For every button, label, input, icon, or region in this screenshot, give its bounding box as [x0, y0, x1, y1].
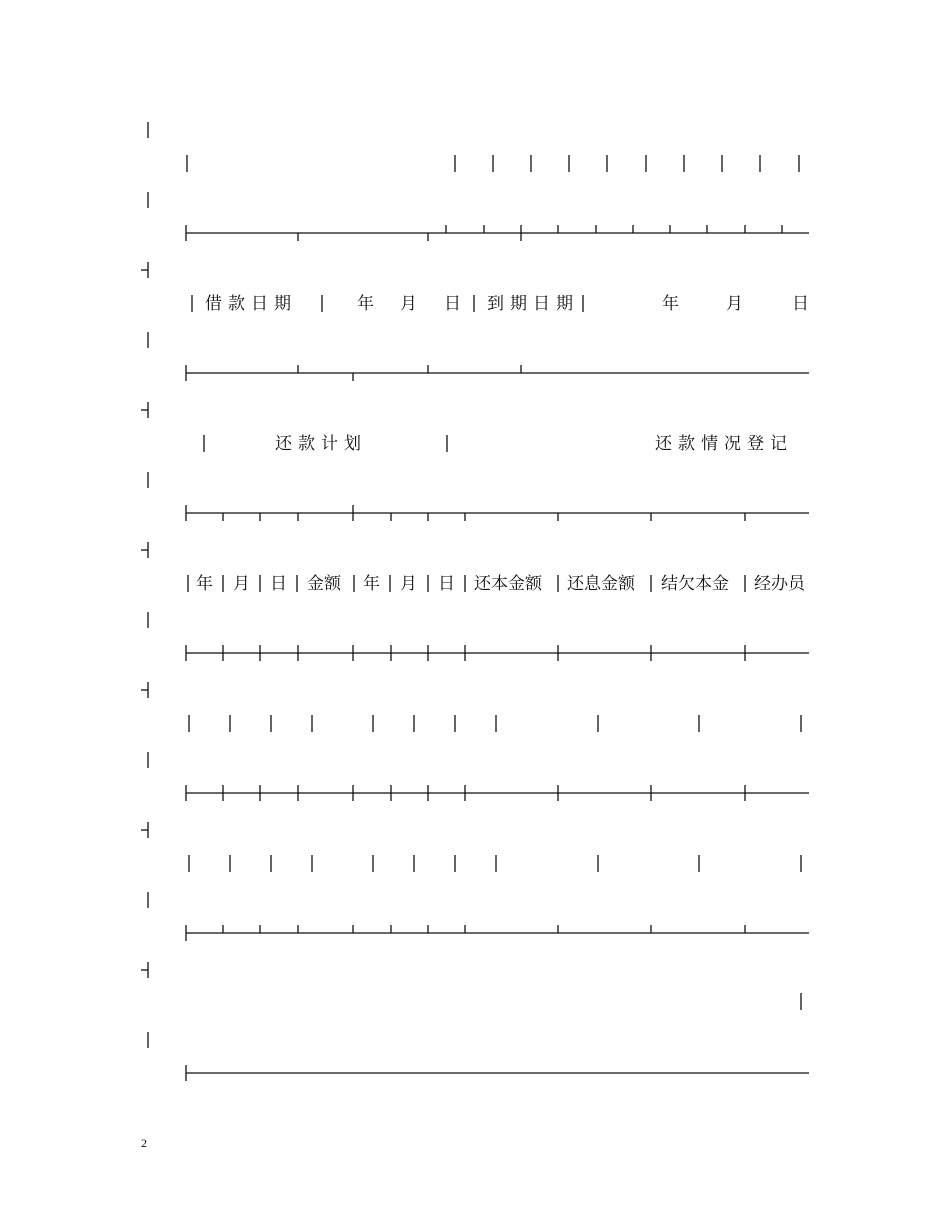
- col-principal-repaid: 还本金额: [474, 574, 542, 594]
- col-plan-day: 日: [270, 574, 287, 594]
- col-record-month: 月: [400, 574, 417, 594]
- due-date-label: 到期日期: [487, 294, 579, 314]
- col-principal-outstanding: 结欠本金: [661, 574, 729, 594]
- loan-day-label: 日: [444, 294, 461, 314]
- col-handler: 经办员: [754, 574, 805, 594]
- loan-year-label: 年: [357, 294, 374, 314]
- due-day-label: 日: [792, 294, 809, 314]
- due-year-label: 年: [662, 294, 679, 314]
- loan-month-label: 月: [400, 294, 417, 314]
- due-month-label: 月: [726, 294, 743, 314]
- page-number: 2: [141, 1136, 147, 1150]
- col-record-day: 日: [438, 574, 455, 594]
- col-interest-repaid: 还息金额: [567, 574, 635, 594]
- col-plan-year: 年: [196, 574, 213, 594]
- repayment-record-heading: 还款情况登记: [655, 434, 793, 454]
- loan-date-label: 借款日期: [205, 294, 297, 314]
- col-record-year: 年: [363, 574, 380, 594]
- col-plan-amount: 金额: [307, 574, 341, 594]
- repayment-plan-heading: 还款计划: [275, 434, 367, 454]
- col-plan-month: 月: [233, 574, 250, 594]
